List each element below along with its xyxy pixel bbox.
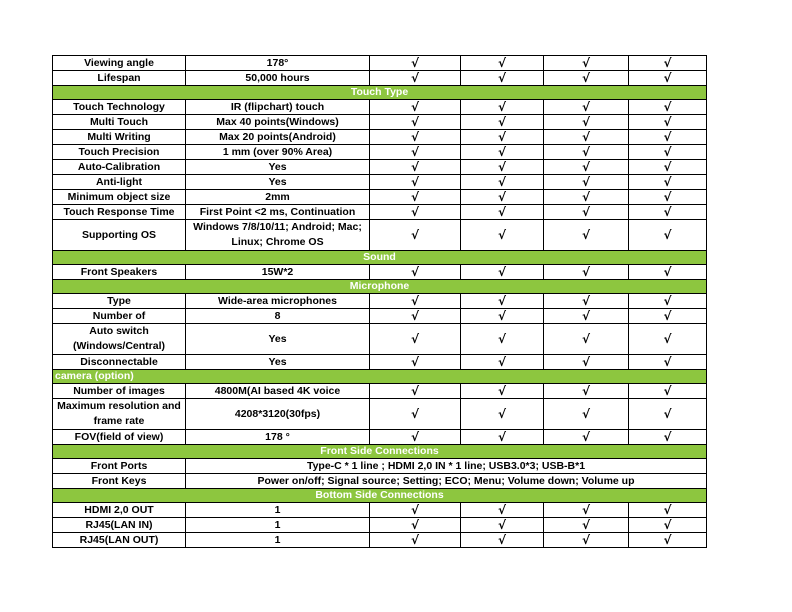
spec-label: Multi Writing — [53, 130, 186, 145]
check-mark-icon: √ — [370, 71, 461, 86]
spec-label: Minimum object size — [53, 190, 186, 205]
check-mark-icon: √ — [629, 324, 707, 355]
check-mark-icon: √ — [461, 220, 544, 251]
check-mark-icon: √ — [544, 430, 629, 445]
check-mark-icon: √ — [370, 56, 461, 71]
check-mark-icon: √ — [629, 160, 707, 175]
spec-value: Wide-area microphones — [186, 294, 370, 309]
spec-label: Number of — [53, 309, 186, 324]
check-mark-icon: √ — [629, 265, 707, 280]
check-mark-icon: √ — [544, 220, 629, 251]
check-mark-icon: √ — [461, 294, 544, 309]
check-mark-icon: √ — [370, 355, 461, 370]
check-mark-icon: √ — [544, 205, 629, 220]
spec-label: RJ45(LAN IN) — [53, 518, 186, 533]
check-mark-icon: √ — [629, 355, 707, 370]
check-mark-icon: √ — [629, 145, 707, 160]
check-mark-icon: √ — [544, 100, 629, 115]
check-mark-icon: √ — [629, 71, 707, 86]
section-title: camera (option) — [53, 370, 707, 384]
section-header-row — [53, 370, 707, 384]
section-title: Sound — [53, 251, 707, 265]
check-mark-icon: √ — [629, 503, 707, 518]
check-mark-icon: √ — [461, 384, 544, 399]
check-mark-icon: √ — [370, 130, 461, 145]
table-row — [53, 115, 707, 130]
check-mark-icon: √ — [370, 115, 461, 130]
check-mark-icon: √ — [544, 130, 629, 145]
check-mark-icon: √ — [461, 503, 544, 518]
section-title: Microphone — [53, 280, 707, 294]
section-header-row — [53, 445, 707, 459]
spec-label: Lifespan — [53, 71, 186, 86]
check-mark-icon: √ — [629, 533, 707, 548]
table-row — [53, 503, 707, 518]
spec-value: Yes — [186, 355, 370, 370]
spec-label: Auto switch (Windows/Central) — [53, 324, 186, 355]
table-row — [53, 265, 707, 280]
check-mark-icon: √ — [629, 384, 707, 399]
table-row — [53, 518, 707, 533]
check-mark-icon: √ — [370, 533, 461, 548]
table-row — [53, 130, 707, 145]
check-mark-icon: √ — [544, 265, 629, 280]
check-mark-icon: √ — [461, 175, 544, 190]
section-header-row — [53, 86, 707, 100]
spec-label: Supporting OS — [53, 220, 186, 251]
spec-value: Yes — [186, 175, 370, 190]
table-row — [53, 384, 707, 399]
check-mark-icon: √ — [629, 205, 707, 220]
check-mark-icon: √ — [544, 115, 629, 130]
check-mark-icon: √ — [544, 324, 629, 355]
spec-value: 1 — [186, 503, 370, 518]
spec-value: Yes — [186, 324, 370, 355]
table-row — [53, 205, 707, 220]
table-row — [53, 474, 707, 489]
spec-table — [52, 55, 707, 548]
check-mark-icon: √ — [629, 430, 707, 445]
table-row — [53, 309, 707, 324]
check-mark-icon: √ — [629, 175, 707, 190]
spec-label: Touch Response Time — [53, 205, 186, 220]
section-title: Touch Type — [53, 86, 707, 100]
spec-label: Auto-Calibration — [53, 160, 186, 175]
spec-label: Disconnectable — [53, 355, 186, 370]
section-header-row — [53, 280, 707, 294]
table-row — [53, 459, 707, 474]
table-row — [53, 160, 707, 175]
spec-value: 4208*3120(30fps) — [186, 399, 370, 430]
check-mark-icon: √ — [461, 56, 544, 71]
check-mark-icon: √ — [461, 71, 544, 86]
check-mark-icon: √ — [461, 190, 544, 205]
check-mark-icon: √ — [370, 518, 461, 533]
check-mark-icon: √ — [461, 518, 544, 533]
check-mark-icon: √ — [544, 309, 629, 324]
check-mark-icon: √ — [544, 71, 629, 86]
table-row — [53, 220, 707, 251]
check-mark-icon: √ — [461, 160, 544, 175]
check-mark-icon: √ — [370, 384, 461, 399]
check-mark-icon: √ — [461, 145, 544, 160]
check-mark-icon: √ — [629, 399, 707, 430]
spec-label: HDMI 2,0 OUT — [53, 503, 186, 518]
check-mark-icon: √ — [370, 430, 461, 445]
check-mark-icon: √ — [370, 294, 461, 309]
table-row — [53, 145, 707, 160]
spec-label: Touch Technology — [53, 100, 186, 115]
spec-value: Type-C * 1 line ; HDMI 2,0 IN * 1 line; USB3.0*3; USB-B*1 — [186, 459, 707, 474]
table-row — [53, 71, 707, 86]
spec-label: Number of images — [53, 384, 186, 399]
check-mark-icon: √ — [461, 205, 544, 220]
check-mark-icon: √ — [461, 130, 544, 145]
table-row — [53, 56, 707, 71]
spec-label: Viewing angle — [53, 56, 186, 71]
spec-value: Yes — [186, 160, 370, 175]
check-mark-icon: √ — [544, 56, 629, 71]
table-row — [53, 355, 707, 370]
spec-value: 8 — [186, 309, 370, 324]
check-mark-icon: √ — [544, 384, 629, 399]
check-mark-icon: √ — [629, 56, 707, 71]
check-mark-icon: √ — [629, 130, 707, 145]
spec-value: 15W*2 — [186, 265, 370, 280]
check-mark-icon: √ — [544, 355, 629, 370]
check-mark-icon: √ — [461, 533, 544, 548]
spec-value: First Point <2 ms, Continuation — [186, 205, 370, 220]
table-row — [53, 190, 707, 205]
spec-label: Multi Touch — [53, 115, 186, 130]
spec-value: IR (flipchart) touch — [186, 100, 370, 115]
section-header-row — [53, 251, 707, 265]
check-mark-icon: √ — [461, 430, 544, 445]
check-mark-icon: √ — [629, 100, 707, 115]
check-mark-icon: √ — [629, 220, 707, 251]
spec-value: Max 40 points(Windows) — [186, 115, 370, 130]
check-mark-icon: √ — [461, 399, 544, 430]
check-mark-icon: √ — [629, 518, 707, 533]
check-mark-icon: √ — [370, 309, 461, 324]
check-mark-icon: √ — [629, 115, 707, 130]
spec-label: Anti-light — [53, 175, 186, 190]
section-title: Bottom Side Connections — [53, 489, 707, 503]
check-mark-icon: √ — [461, 115, 544, 130]
check-mark-icon: √ — [544, 533, 629, 548]
check-mark-icon: √ — [544, 503, 629, 518]
spec-label: Front Speakers — [53, 265, 186, 280]
spec-value: 1 — [186, 533, 370, 548]
table-row — [53, 324, 707, 355]
check-mark-icon: √ — [370, 399, 461, 430]
spec-label: Front Ports — [53, 459, 186, 474]
spec-value: Max 20 points(Android) — [186, 130, 370, 145]
table-row — [53, 100, 707, 115]
table-row — [53, 533, 707, 548]
section-header-row — [53, 489, 707, 503]
check-mark-icon: √ — [544, 399, 629, 430]
section-title: Front Side Connections — [53, 445, 707, 459]
check-mark-icon: √ — [629, 294, 707, 309]
check-mark-icon: √ — [544, 160, 629, 175]
spec-label: Maximum resolution and frame rate — [53, 399, 186, 430]
check-mark-icon: √ — [544, 175, 629, 190]
check-mark-icon: √ — [544, 190, 629, 205]
check-mark-icon: √ — [629, 309, 707, 324]
check-mark-icon: √ — [370, 175, 461, 190]
spec-label: RJ45(LAN OUT) — [53, 533, 186, 548]
check-mark-icon: √ — [461, 100, 544, 115]
table-row — [53, 430, 707, 445]
spec-label: Type — [53, 294, 186, 309]
check-mark-icon: √ — [370, 220, 461, 251]
check-mark-icon: √ — [370, 205, 461, 220]
spec-label: Front Keys — [53, 474, 186, 489]
check-mark-icon: √ — [370, 145, 461, 160]
check-mark-icon: √ — [629, 190, 707, 205]
spec-value: 1 mm (over 90% Area) — [186, 145, 370, 160]
spec-table-body — [53, 56, 707, 548]
table-row — [53, 294, 707, 309]
spec-value: Windows 7/8/10/11; Android; Mac; Linux; Chrome OS — [186, 220, 370, 251]
spec-value: 178 ° — [186, 430, 370, 445]
spec-label: Touch Precision — [53, 145, 186, 160]
table-row — [53, 399, 707, 430]
check-mark-icon: √ — [544, 518, 629, 533]
check-mark-icon: √ — [461, 265, 544, 280]
check-mark-icon: √ — [370, 160, 461, 175]
check-mark-icon: √ — [461, 355, 544, 370]
check-mark-icon: √ — [461, 324, 544, 355]
check-mark-icon: √ — [370, 100, 461, 115]
spec-value: 1 — [186, 518, 370, 533]
check-mark-icon: √ — [544, 294, 629, 309]
check-mark-icon: √ — [461, 309, 544, 324]
check-mark-icon: √ — [544, 145, 629, 160]
spec-label: FOV(field of view) — [53, 430, 186, 445]
check-mark-icon: √ — [370, 503, 461, 518]
spec-value: 4800M(AI based 4K voice — [186, 384, 370, 399]
check-mark-icon: √ — [370, 190, 461, 205]
check-mark-icon: √ — [370, 265, 461, 280]
spec-value: Power on/off; Signal source; Setting; ECO; Menu; Volume down; Volume up — [186, 474, 707, 489]
check-mark-icon: √ — [370, 324, 461, 355]
spec-value: 178° — [186, 56, 370, 71]
table-row — [53, 175, 707, 190]
spec-value: 50,000 hours — [186, 71, 370, 86]
spec-value: 2mm — [186, 190, 370, 205]
